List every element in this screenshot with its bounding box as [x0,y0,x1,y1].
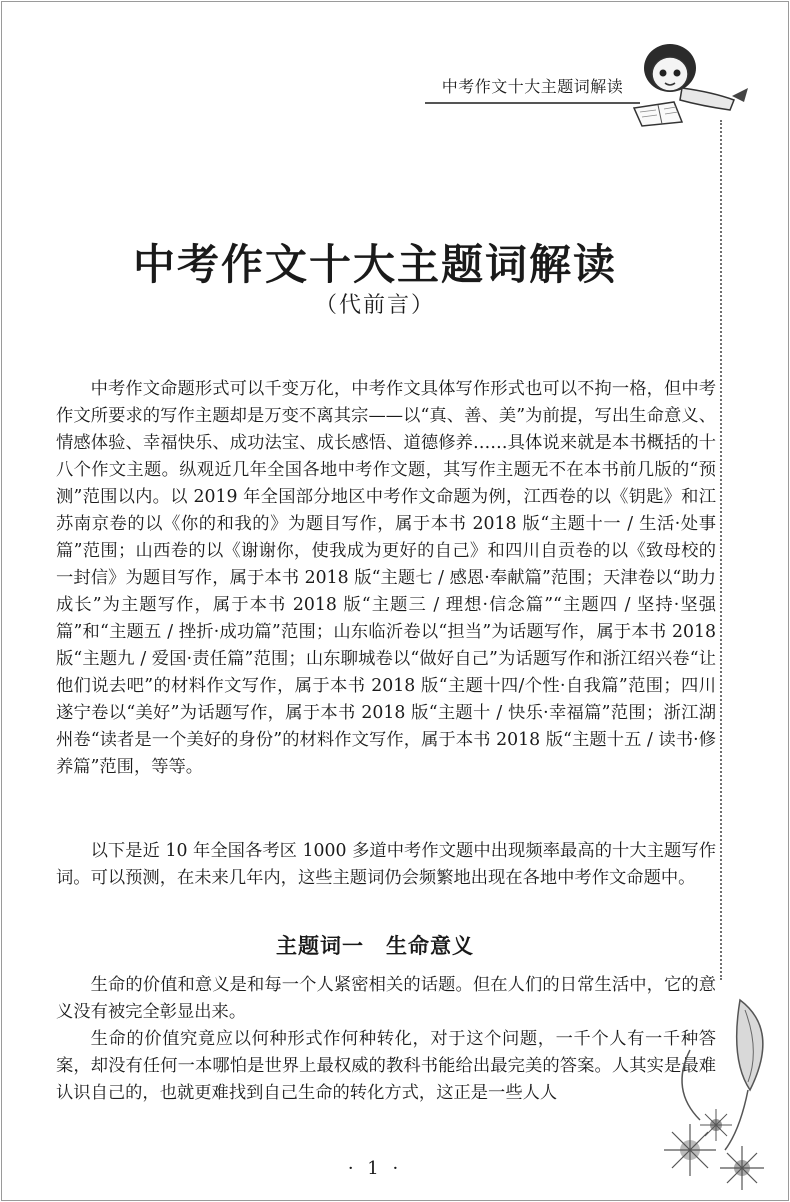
page-subtitle: （代前言） [314,293,435,318]
intro-paragraph-2: 以下是近 10 年全国各考区 1000 多道中考作文题中出现频率最高的十大主题写作词。可以预测，在未来几年内，这些主题词仍会频繁地出现在各地中考作文命题中。 [56,841,716,888]
girl-reading-icon [622,30,752,130]
section-paragraph-2: 生命的价值究竟应以何种形式作何种转化，对于这个问题，一千个人有一千种答案，却没有任何一本哪怕是世界上最权威的教科书能给出最完美的答案。人其实是最难认识自己的，也就更难找到自己生命的转化方式，这正是一些人人 [56,1029,716,1103]
running-header: 中考作文十大主题词解读 [425,72,640,104]
section-heading: 主题词一 生命意义 [276,934,474,958]
section-paragraph-1: 生命的价值和意义是和每一个人紧密相关的话题。但在人们的日常生活中，它的意义没有被完全彰显出来。 [56,975,716,1022]
page-number: · 1 · [347,1158,403,1179]
intro-paragraph-1: 中考作文命题形式可以千变万化，中考作文具体写作形式也可以不拘一格，但中考作文所要求的写作主题却是万变不离其宗——以“真、善、美”为前提，写出生命意义、情感体验、幸福快乐、成功法宝、成长感悟、道德修养……具体说来就是本书概括的十八个作文主题。纵观近几年全国各地中考作文题，其写作主题无不在本书前几版的“预测”范围以内。以 2019 年全国部分地区中考作文命题为例，江西卷的以《钥匙》和江苏南京卷的以《你的和我的》为题目写作，属于本书 2018 版“主题十一 / 生活·处事篇”范围；山西卷的以《谢谢你，使我成为更好的自己》和四川自贡卷的以《致母校的一封信》为题目写作，属于本书 2018 版“主题七 / 感恩·奉献篇”范围；天津卷以“助力成长”为主题写作，属于本书 2018 版“主题三 / 理想·信念篇”“主题四 / 坚持·坚强篇”和“主题五 / 挫折·成功篇”范围；山东临沂卷以“担当”为话题写作，属于本书 2018 版“主题九 / 爱国·责任篇”范围；山东聊城卷以“做好自己”为话题写作和浙江绍兴卷“让他们说去吧”的材料作文写作，属于本书 2018 版“主题十四/个性·自我篇”范围；四川遂宁卷以“美好”为话题写作，属于本书 2018 版“主题十 / 快乐·幸福篇”范围；浙江湖州卷“读者是一个美好的身份”的材料作文写作，属于本书 2018 版“主题十五 / 读书·修养篇”范围，等等。 [56,379,716,777]
page-title: 中考作文十大主题词解读 [132,240,617,289]
